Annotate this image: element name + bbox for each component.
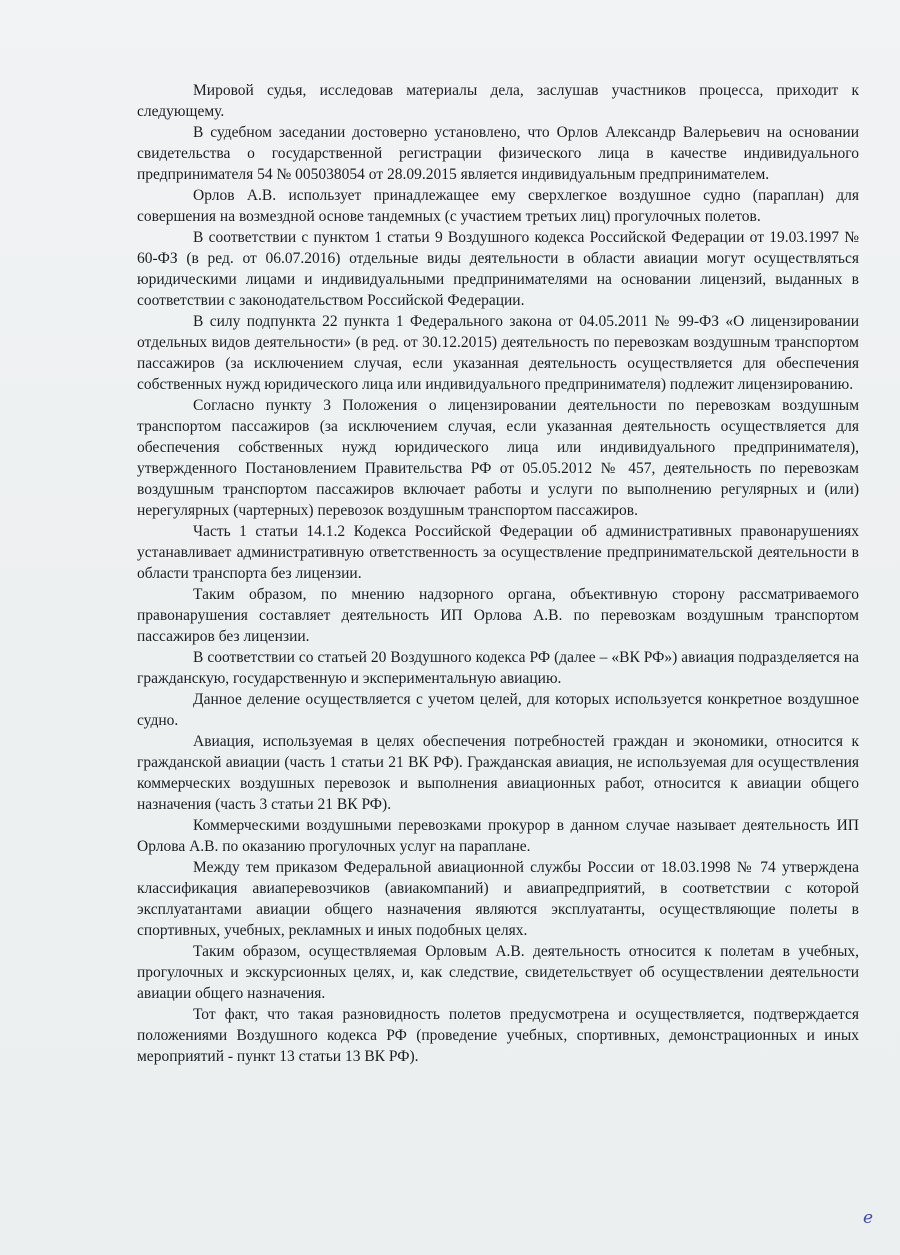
paragraph: Таким образом, по мнению надзорного органа, объективную сторону рассматриваемого правонарушения составляет деятельность ИП Орлова А.В. по перевозкам воздушным транспортом пассажиров без лицензии. (137, 586, 859, 645)
paragraph: Часть 1 статьи 14.1.2 Кодекса Российской Федерации об административных правонарушениях устанавливает административную ответственность за осуществление предпринимательской деятельности в области транспорта без лицензии. (137, 523, 859, 582)
paragraph: Согласно пункту 3 Положения о лицензировании деятельности по перевозкам воздушным транспортом пассажиров (за исключением случая, если указанная деятельность осуществляется для обеспечения собственных нужд юридического лица или индивидуального предпринимателя), утвержденного Постановлением Правительства РФ от 05.05.2012 № 457, деятельность по перевозкам воздушным транспортом пассажиров включает работы и услуги по выполнению регулярных и (или) нерегулярных (чартерных) перевозок воздушным транспортом пассажиров. (137, 397, 859, 519)
paragraph: Мировой судья, исследовав материалы дела, заслушав участников процесса, приходит к следующему. (137, 82, 859, 120)
document-body (137, 80, 859, 1067)
page-mark: е (863, 1208, 874, 1228)
paragraph: Авиация, используемая в целях обеспечения потребностей граждан и экономики, относится к гражданской авиации (часть 1 статьи 21 ВК РФ). Гражданская авиация, не используемая для осуществления коммерческих воздушных перевозок и выполнения авиационных работ, относится к авиации общего назначения (часть 3 статьи 21 ВК РФ). (137, 733, 859, 813)
paragraph: В судебном заседании достоверно установлено, что Орлов Александр Валерьевич на основании свидетельства о государственной регистрации физического лица в качестве индивидуального предпринимателя 54 № 005038054 от 28.09.2015 является индивидуальным предпринимателем. (137, 124, 859, 183)
paragraph: Орлов А.В. использует принадлежащее ему сверхлегкое воздушное судно (параплан) для совершения на возмездной основе тандемных (с участием третьих лиц) прогулочных полетов. (137, 187, 859, 225)
paragraph: В соответствии со статьей 20 Воздушного кодекса РФ (далее – «ВК РФ») авиация подразделяется на гражданскую, государственную и экспериментальную авиацию. (137, 649, 859, 687)
paragraph: Между тем приказом Федеральной авиационной службы России от 18.03.1998 № 74 утверждена классификация авиаперевозчиков (авиакомпаний) и авиапредприятий, в соответствии с которой эксплуатантами авиации общего назначения являются эксплуатанты, осуществляющие полеты в спортивных, учебных, рекламных и иных подобных целях. (137, 859, 859, 939)
paragraph: В силу подпункта 22 пункта 1 Федерального закона от 04.05.2011 № 99-ФЗ «О лицензировании отдельных видов деятельности» (в ред. от 30.12.2015) деятельность по перевозкам воздушным транспортом пассажиров (за исключением случая, если указанная деятельность осуществляется для обеспечения собственных нужд юридического лица или индивидуального предпринимателя) подлежит лицензированию. (137, 313, 859, 393)
paragraph: Тот факт, что такая разновидность полетов предусмотрена и осуществляется, подтверждается положениями Воздушного кодекса РФ (проведение учебных, спортивных, демонстрационных и иных мероприятий - пункт 13 статьи 13 ВК РФ). (137, 1006, 859, 1065)
paragraph: Таким образом, осуществляемая Орловым А.В. деятельность относится к полетам в учебных, прогулочных и экскурсионных целях, и, как следствие, свидетельствует об осуществлении деятельности авиации общего назначения. (137, 943, 859, 1002)
paragraph: Коммерческими воздушными перевозками прокурор в данном случае называет деятельность ИП Орлова А.В. по оказанию прогулочных услуг на параплане. (137, 817, 859, 855)
paragraph: Данное деление осуществляется с учетом целей, для которых используется конкретное воздушное судно. (137, 691, 859, 729)
paragraph: В соответствии с пунктом 1 статьи 9 Воздушного кодекса Российской Федерации от 19.03.1997 № 60-ФЗ (в ред. от 06.07.2016) отдельные виды деятельности в области авиации могут осуществляться юридическими лицами и индивидуальными предпринимателями на основании лицензий, выданных в соответствии с законодательством Российской Федерации. (137, 229, 859, 309)
